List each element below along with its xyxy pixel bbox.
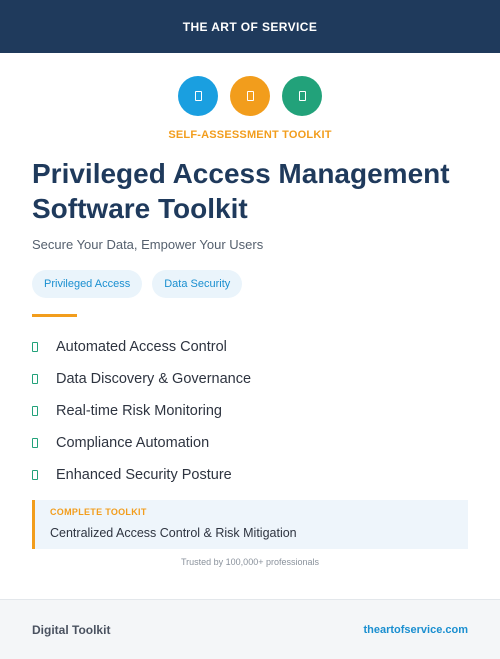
tag-list bbox=[32, 270, 242, 298]
check-icon bbox=[32, 406, 38, 416]
icon-badge-green bbox=[282, 76, 322, 116]
website-link[interactable]: theartofservice.com bbox=[363, 623, 468, 636]
feature-item bbox=[32, 331, 251, 363]
check-icon bbox=[32, 342, 38, 352]
trust-note: Trusted by 100,000+ professionals bbox=[180, 557, 319, 567]
document-icon bbox=[299, 91, 306, 101]
brand-name: THE ART OF SERVICE bbox=[182, 19, 318, 34]
feature-label: Data Discovery & Governance bbox=[56, 371, 252, 387]
feature-item bbox=[32, 459, 251, 491]
feature-label: Automated Access Control bbox=[56, 339, 227, 355]
check-icon bbox=[32, 470, 38, 480]
feature-label: Enhanced Security Posture bbox=[56, 467, 232, 483]
feature-list bbox=[32, 331, 251, 491]
icon-row bbox=[0, 76, 500, 116]
page-title: Privileged Access Management Software Toolkit bbox=[32, 158, 450, 224]
feature-item bbox=[32, 395, 251, 427]
subtitle: Secure Your Data, Empower Your Users bbox=[32, 237, 264, 252]
accent-divider bbox=[32, 314, 77, 317]
check-icon bbox=[32, 374, 38, 384]
header-bar bbox=[0, 0, 500, 53]
footer-label: Digital Toolkit bbox=[32, 622, 111, 637]
toolkit-callout bbox=[32, 500, 468, 549]
footer-bar bbox=[0, 599, 500, 659]
callout-label: COMPLETE TOOLKIT bbox=[50, 507, 147, 517]
feature-label: Compliance Automation bbox=[56, 435, 210, 451]
icon-badge-blue bbox=[178, 76, 218, 116]
document-icon bbox=[247, 91, 254, 101]
callout-text: Centralized Access Control & Risk Mitigation bbox=[50, 526, 297, 540]
eyebrow-label: SELF-ASSESSMENT TOOLKIT bbox=[168, 129, 332, 141]
tag-privileged-access: Privileged Access bbox=[32, 270, 142, 298]
icon-badge-orange bbox=[230, 76, 270, 116]
document-icon bbox=[195, 91, 202, 101]
feature-label: Real-time Risk Monitoring bbox=[56, 403, 222, 419]
feature-item bbox=[32, 427, 251, 459]
tag-data-security: Data Security bbox=[152, 270, 242, 298]
check-icon bbox=[32, 438, 38, 448]
feature-item bbox=[32, 363, 251, 395]
